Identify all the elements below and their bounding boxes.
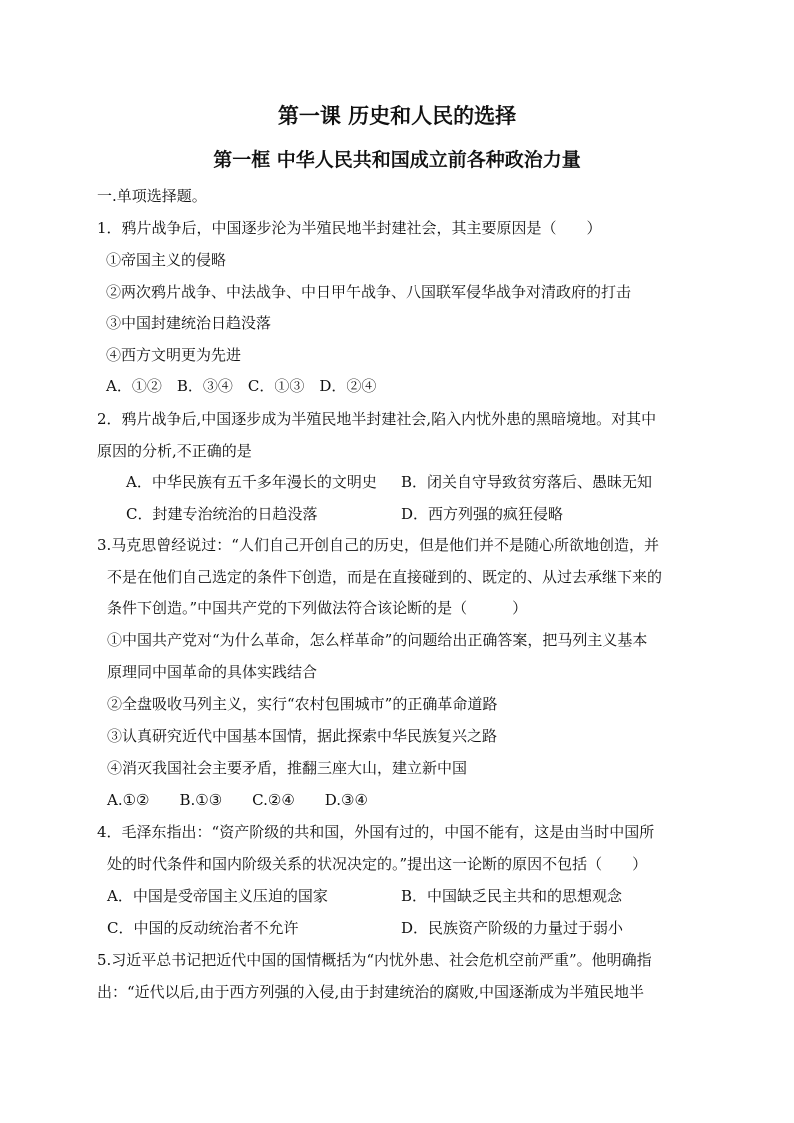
q1-choices: A．①② B．③④ C．①③ D．②④ [106, 377, 377, 395]
q3-item-4: ④消灭我国社会主要矛盾，推翻三座大山，建立新中国 [107, 759, 468, 777]
q2-option-d: D．西方列强的疯狂侵略 [401, 505, 564, 523]
q2-stem-line-1: 2．鸦片战争后,中国逐步成为半殖民地半封建社会,陷入内忧外患的黑暗境地。对其中 [97, 410, 657, 428]
q4-option-a: A．中国是受帝国主义压迫的国家 [107, 887, 328, 905]
q4-option-d: D．民族资产阶级的力量过于弱小 [401, 919, 624, 937]
q5-stem-line-2: 出：“近代以后,由于西方列强的入侵,由于封建统治的腐败,中国逐渐成为半殖民地半 [97, 983, 644, 1001]
q3-item-3: ③认真研究近代中国基本国情，据此探索中华民族复兴之路 [107, 727, 498, 745]
q1-item-1: ①帝国主义的侵略 [106, 251, 227, 269]
q3-item-2: ②全盘吸收马列主义，实行“农村包围城市”的正确革命道路 [107, 695, 498, 713]
q3-stem-line-3: 条件下创造。”中国共产党的下列做法符合该论断的是（ ） [107, 599, 528, 617]
q3-item-1-line-2: 原理同中国革命的具体实践结合 [107, 663, 318, 681]
q2-option-c: C．封建专治统治的日趋没落 [126, 505, 318, 523]
q2-stem-line-2: 原因的分析,不正确的是 [97, 442, 252, 460]
lesson-title: 第一课 历史和人民的选择 [277, 103, 517, 128]
q1-item-4: ④西方文明更为先进 [106, 346, 242, 364]
q2-option-a: A．中华民族有五千多年漫长的文明史 [126, 473, 377, 491]
q5-stem-line-1: 5.习近平总书记把近代中国的国情概括为“内忧外患、社会危机空前严重”。他明确指 [97, 951, 652, 969]
q4-stem-line-2: 处的时代条件和国内阶级关系的状况决定的。”提出这一论断的原因不包括（ ） [107, 855, 648, 873]
q3-item-1-line-1: ①中国共产党对“为什么革命，怎么样革命”的问题给出正确答案，把马列主义基本 [107, 631, 648, 649]
q4-stem-line-1: 4．毛泽东指出：“资产阶级的共和国，外国有过的，中国不能有，这是由当时中国所 [97, 823, 655, 841]
q3-choices: A.①② B.①③ C.②④ D.③④ [107, 791, 368, 809]
q1-item-3: ③中国封建统治日趋没落 [106, 314, 272, 332]
q3-stem-line-2: 不是在他们自己选定的条件下创造，而是在直接碰到的、既定的、从过去承继下来的 [107, 568, 663, 586]
q1-stem: 1．鸦片战争后，中国逐步沦为半殖民地半封建社会，其主要原因是（ ） [97, 219, 602, 237]
q3-stem-line-1: 3.马克思曾经说过：“人们自己开创自己的历史，但是他们并不是随心所欲地创造，并 [97, 536, 659, 554]
q2-option-b: B．闭关自守导致贫穷落后、愚昧无知 [401, 473, 653, 491]
question-section-heading: 一.单项选择题。 [97, 187, 207, 205]
section-subtitle: 第一框 中华人民共和国成立前各种政治力量 [213, 149, 581, 171]
q1-item-2: ②两次鸦片战争、中法战争、中日甲午战争、八国联军侵华战争对清政府的打击 [106, 283, 632, 301]
q4-option-c: C．中国的反动统治者不允许 [107, 919, 299, 937]
q4-option-b: B．中国缺乏民主共和的思想观念 [401, 887, 623, 905]
